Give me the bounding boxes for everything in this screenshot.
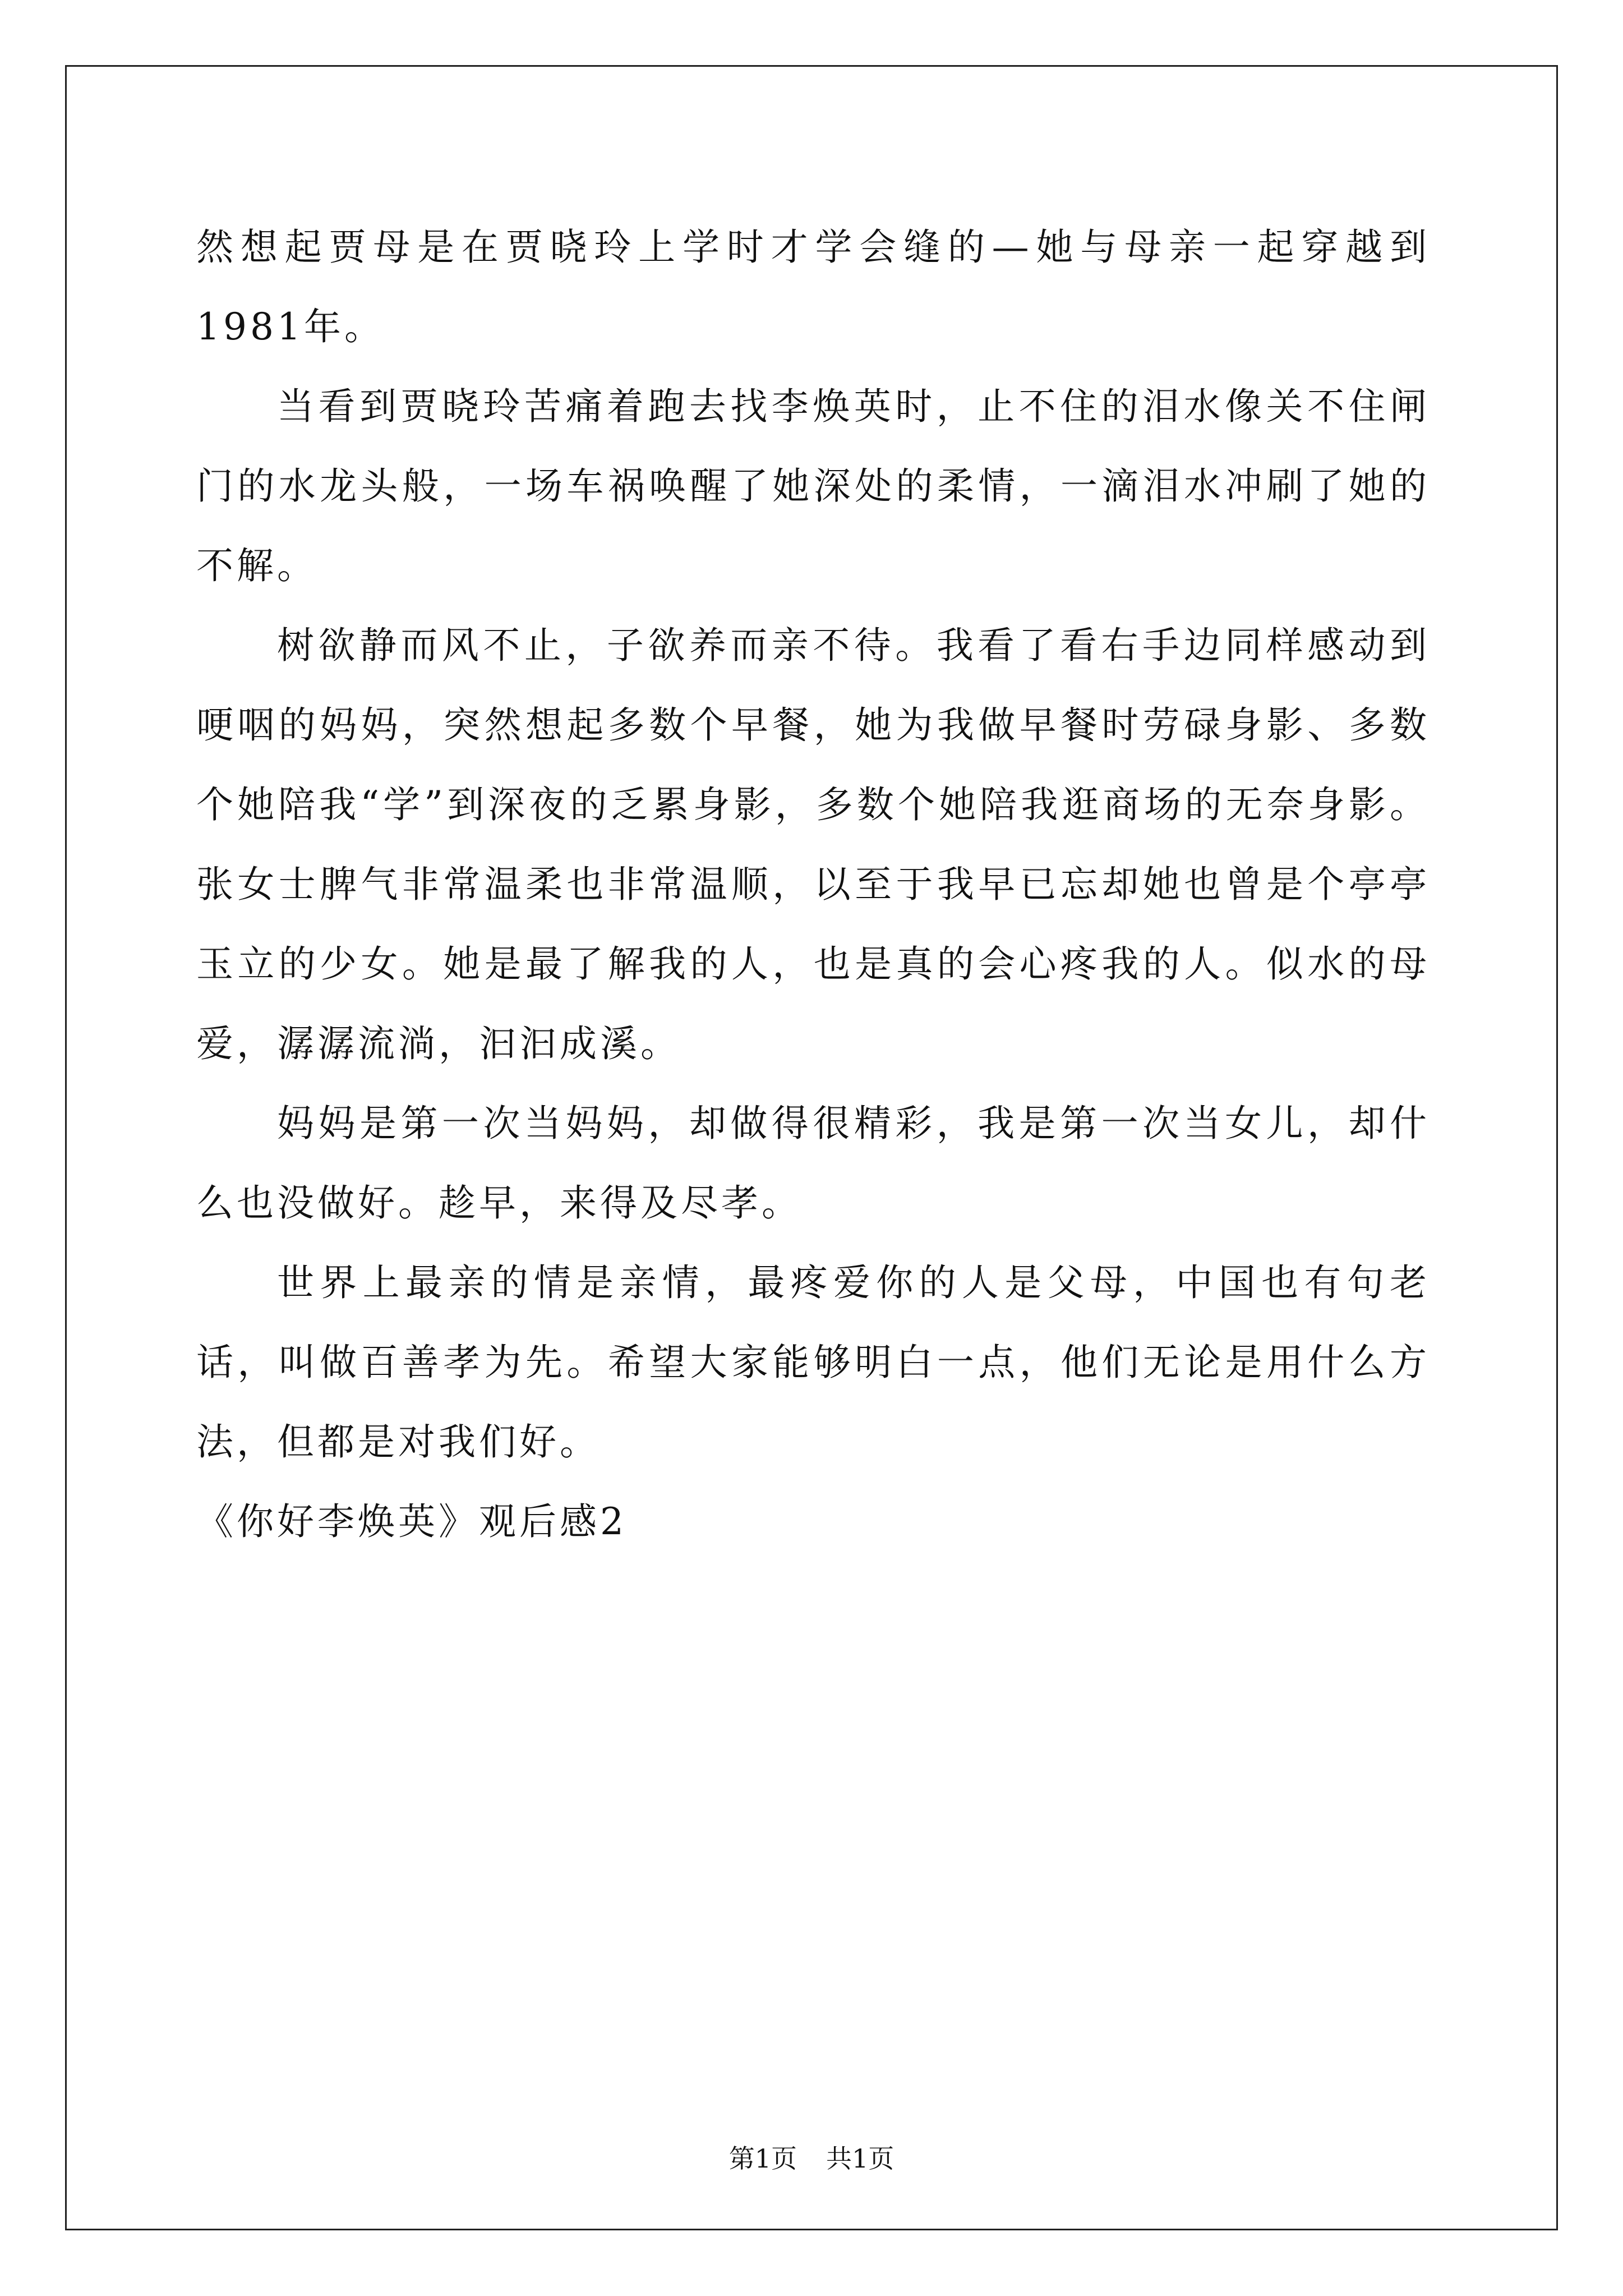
section-heading: 《你好李焕英》观后感2 [196, 1500, 627, 1543]
page-footer [0, 2142, 1623, 2175]
paragraph-3: 树欲静而风不止，子欲养而亲不待。我看了看右手边同样感动到哽咽的妈妈，突然想起多数个早餐，她为我做早餐时劳碌身影、多数个她陪我“学”到深夜的乏累身影，多数个她陪我逛商场的无奈身影。张女士脾气非常温柔也非常温顺，以至于我早已忘却她也曾是个亭亭玉立的少女。她是最了解我的人，也是真的会心疼我的人。似水的母爱，潺潺流淌，汩汩成溪。 [196, 624, 1430, 1065]
paragraph-2: 当看到贾晓玲苦痛着跑去找李焕英时，止不住的泪水像关不住闸门的水龙头般，一场车祸唤醒了她深处的柔情，一滴泪水冲刷了她的不解。 [196, 385, 1430, 587]
paragraph-1: 然想起贾母是在贾晓玲上学时才学会缝的—她与母亲一起穿越到1981年。 [196, 226, 1430, 348]
paragraph-4: 妈妈是第一次当妈妈，却做得很精彩，我是第一次当女儿，却什么也没做好。趁早，来得及尽孝。 [196, 1102, 1430, 1225]
page-total: 共1页 [826, 2143, 895, 2174]
document-body [196, 208, 1430, 1562]
page-number: 第1页 [728, 2143, 797, 2174]
paragraph-5: 世界上最亲的情是亲情，最疼爱你的人是父母，中国也有句老话，叫做百善孝为先。希望大家能够明白一点，他们无论是用什么方法，但都是对我们好。 [196, 1261, 1430, 1464]
